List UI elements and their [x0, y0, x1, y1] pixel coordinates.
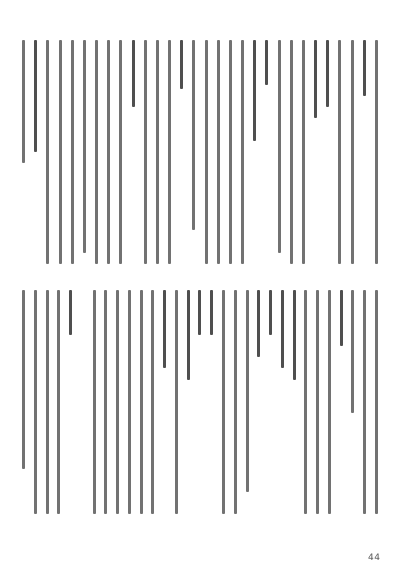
text-line	[241, 40, 244, 264]
text-line	[246, 290, 249, 492]
page-number: 44	[368, 553, 381, 563]
text-line	[22, 40, 25, 163]
text-line	[363, 290, 366, 514]
text-line	[316, 290, 319, 514]
text-line	[22, 290, 25, 469]
text-line	[328, 290, 331, 514]
text-line	[57, 290, 60, 514]
text-line	[168, 40, 171, 264]
text-line	[340, 290, 343, 346]
text-line	[198, 290, 201, 335]
text-line	[293, 290, 296, 380]
text-line	[151, 290, 154, 514]
text-line	[314, 40, 317, 118]
text-line	[119, 40, 122, 264]
text-line	[175, 290, 178, 514]
text-line	[104, 290, 107, 514]
text-line	[290, 40, 293, 264]
text-line	[338, 40, 341, 264]
text-line	[46, 290, 49, 514]
text-line	[116, 290, 119, 514]
text-line	[34, 40, 37, 152]
text-line	[351, 40, 354, 264]
text-line	[302, 40, 305, 264]
text-line	[363, 40, 366, 96]
text-line	[46, 40, 49, 264]
text-line	[93, 290, 96, 514]
text-line	[304, 290, 307, 514]
text-line	[71, 40, 74, 264]
text-line	[326, 40, 329, 107]
text-line	[269, 290, 272, 335]
text-line	[217, 40, 220, 264]
text-line	[180, 40, 183, 89]
text-line	[265, 40, 268, 85]
text-line	[81, 290, 84, 294]
text-line	[107, 40, 110, 264]
text-line	[375, 40, 378, 264]
text-line	[187, 290, 190, 380]
text-line	[144, 40, 147, 264]
text-line	[140, 290, 143, 514]
text-line	[128, 290, 131, 514]
text-line	[163, 290, 166, 368]
text-line	[132, 40, 135, 107]
text-line	[210, 290, 213, 335]
text-line	[34, 290, 37, 514]
upper-text-column	[22, 40, 378, 264]
text-line	[234, 290, 237, 514]
text-line	[156, 40, 159, 264]
text-line	[257, 290, 260, 357]
text-line	[59, 40, 62, 264]
text-line	[95, 40, 98, 264]
text-line	[278, 40, 281, 253]
text-line	[229, 40, 232, 264]
text-line	[205, 40, 208, 264]
text-line	[222, 290, 225, 514]
lower-text-column	[22, 290, 378, 514]
text-line	[83, 40, 86, 253]
text-line	[375, 290, 378, 514]
text-line	[281, 290, 284, 368]
text-line	[253, 40, 256, 141]
text-line	[351, 290, 354, 413]
text-line	[192, 40, 195, 230]
text-line	[69, 290, 72, 335]
